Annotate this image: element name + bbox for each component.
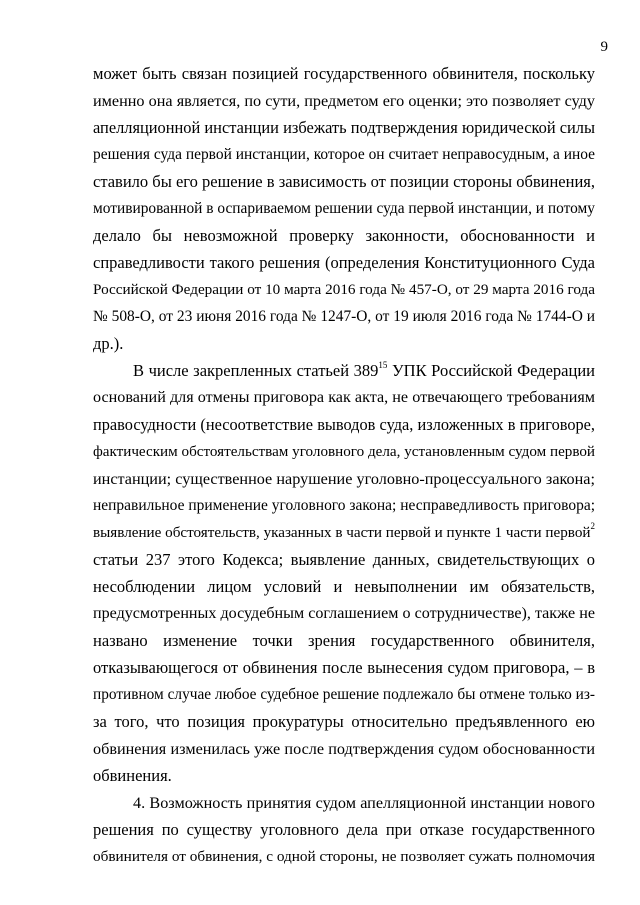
text-segment: В числе закрепленных статьей 389: [133, 361, 379, 380]
text-line: неправильное применение уголовного закона; несправедливость приговора;: [93, 497, 595, 514]
text-line: др.).: [93, 334, 124, 353]
text-line: за того, что позиция прокуратуры относительно предъявленного ею: [93, 712, 595, 731]
text-line: может быть связан позицией государственного обвинителя, поскольку: [93, 64, 595, 83]
text-line: именно она является, по сути, предметом его оценки; это позволяет суду: [93, 92, 595, 110]
text-line: решения по существу уголовного дела при отказе государственного: [93, 820, 595, 839]
text-line: обвинителя от обвинения, с одной стороны, не позволяет сужать полномочия: [93, 848, 595, 865]
text-line: решения суда первой инстанции, которое он считает неправосудным, а иное: [93, 146, 595, 163]
article-superscript: 2: [590, 520, 595, 531]
text-line: оснований для отмены приговора как акта, не отвечающего требованиям: [93, 389, 595, 406]
text-line: инстанции; существенное нарушение уголовно-процессуального закона;: [93, 470, 595, 488]
text-line: названо изменение точки зрения государственного обвинителя,: [93, 631, 595, 650]
text-line: ставило бы его решение в зависимость от позиции стороны обвинения,: [93, 172, 595, 191]
text-line: противном случае любое судебное решение подлежало бы отмене только из-: [93, 686, 595, 703]
text-segment: УПК Российской Федерации: [387, 361, 595, 380]
text-line: статьи 237 этого Кодекса; выявление данных, свидетельствующих о: [93, 550, 595, 569]
text-line: предусмотренных досудебным соглашением о сотрудничестве), также не: [93, 605, 595, 622]
text-line: несоблюдении лицом условий и невыполнении им обязательств,: [93, 577, 595, 596]
text-line: мотивированной в оспариваемом решении суда первой инстанции, и потому: [93, 200, 595, 217]
page-number: 9: [600, 39, 608, 55]
text-segment: выявление обстоятельств, указанных в части первой и пункте 1 части первой: [93, 525, 591, 541]
text-line: Российской Федерации от 10 марта 2016 года № 457-О, от 29 марта 2016 года: [93, 281, 595, 298]
text-line: [93, 520, 595, 543]
text-line: обвинения изменилась уже после подтверждения судом обоснованности: [93, 740, 595, 758]
text-line: справедливости такого решения (определения Конституционного Суда: [93, 253, 595, 272]
text-line: правосудности (несоответствие выводов суда, изложенных в приговоре,: [93, 415, 595, 434]
text-line: 4. Возможность принятия судом апелляционной инстанции нового: [133, 794, 595, 812]
article-superscript: 15: [378, 359, 388, 370]
text-line: [133, 361, 595, 381]
text-line: апелляционной инстанции избежать подтверждения юридической силы: [93, 118, 595, 137]
text-line: № 508-О, от 23 июня 2016 года № 1247-О, от 19 июля 2016 года № 1744-О и: [93, 308, 595, 325]
text-line: отказывающегося от обвинения после вынесения судом приговора, – в: [93, 658, 595, 677]
text-line: делало бы невозможной проверку законности, обоснованности и: [93, 226, 595, 245]
text-line: обвинения.: [93, 766, 172, 785]
text-line: фактическим обстоятельствам уголовного дела, установленным судом первой: [93, 444, 595, 460]
